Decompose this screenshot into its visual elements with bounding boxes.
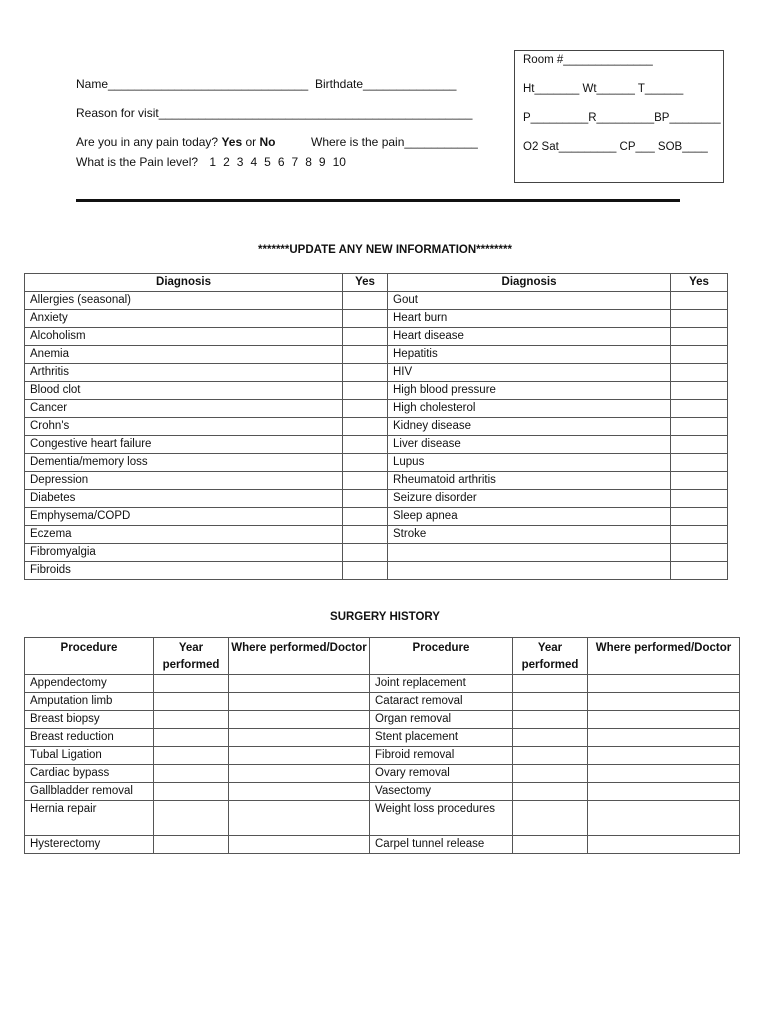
where-performed-cell[interactable] <box>229 836 370 854</box>
pain-level-option[interactable]: 6 <box>277 155 285 169</box>
procedure-name: Cataract removal <box>370 693 513 711</box>
where-performed-cell[interactable] <box>588 765 740 783</box>
year-performed-cell[interactable] <box>513 836 588 854</box>
diagnosis-name: Depression <box>25 472 343 490</box>
where-performed-cell[interactable] <box>229 783 370 801</box>
where-performed-cell[interactable] <box>588 675 740 693</box>
year-performed-cell[interactable] <box>154 729 229 747</box>
pain-level-option[interactable]: 1 <box>209 155 217 169</box>
diagnosis-yes-cell[interactable] <box>343 544 388 562</box>
update-info-title: *******UPDATE ANY NEW INFORMATION******** <box>258 244 512 256</box>
diagnosis-name: Fibromyalgia <box>25 544 343 562</box>
pulse-resp-bp-field[interactable]: P_________R_________BP________ <box>523 112 721 124</box>
diagnosis-name: Allergies (seasonal) <box>25 292 343 310</box>
diagnosis-yes-cell[interactable] <box>671 364 728 382</box>
pain-level-option[interactable]: 4 <box>250 155 258 169</box>
pain-level-option[interactable]: 9 <box>318 155 326 169</box>
procedure-name: Hernia repair <box>25 801 154 836</box>
diagnosis-row <box>25 328 728 346</box>
where-performed-cell[interactable] <box>229 693 370 711</box>
where-performed-cell[interactable] <box>588 783 740 801</box>
diagnosis-yes-cell[interactable] <box>671 508 728 526</box>
pain-level-scale <box>201 155 346 169</box>
diagnosis-name: Stroke <box>388 526 671 544</box>
where-performed-cell[interactable] <box>229 765 370 783</box>
diagnosis-name: Anxiety <box>25 310 343 328</box>
diagnosis-yes-cell[interactable] <box>671 472 728 490</box>
diagnosis-yes-cell[interactable] <box>343 418 388 436</box>
procedure-name: Hysterectomy <box>25 836 154 854</box>
where-performed-cell[interactable] <box>229 801 370 836</box>
surgery-row <box>25 693 740 711</box>
vitals-box <box>514 50 724 183</box>
surgery-table <box>24 637 740 854</box>
year-performed-cell[interactable] <box>513 675 588 693</box>
diagnosis-name: Hepatitis <box>388 346 671 364</box>
diagnosis-row <box>25 292 728 310</box>
diagnosis-name: Rheumatoid arthritis <box>388 472 671 490</box>
diagnosis-yes-cell[interactable] <box>671 382 728 400</box>
year-performed-header: Year performed <box>154 638 229 675</box>
where-performed-cell[interactable] <box>588 747 740 765</box>
where-performed-header: Where performed/Doctor <box>588 638 740 675</box>
procedure-name: Gallbladder removal <box>25 783 154 801</box>
pain-level-row <box>76 155 346 169</box>
where-performed-cell[interactable] <box>588 801 740 836</box>
height-weight-temp-field[interactable]: Ht_______ Wt______ T______ <box>523 83 684 95</box>
where-performed-cell[interactable] <box>229 747 370 765</box>
surgery-row <box>25 729 740 747</box>
diagnosis-yes-cell[interactable] <box>343 436 388 454</box>
pain-level-option[interactable]: 5 <box>264 155 271 169</box>
diagnosis-name: Gout <box>388 292 671 310</box>
diagnosis-yes-cell[interactable] <box>343 400 388 418</box>
diagnosis-row <box>25 310 728 328</box>
where-performed-cell[interactable] <box>588 693 740 711</box>
year-performed-cell[interactable] <box>154 675 229 693</box>
diagnosis-name: Kidney disease <box>388 418 671 436</box>
pain-level-option[interactable]: 8 <box>305 155 312 169</box>
procedure-name: Ovary removal <box>370 765 513 783</box>
diagnosis-yes-cell[interactable] <box>343 382 388 400</box>
procedure-name: Carpel tunnel release <box>370 836 513 854</box>
year-performed-cell[interactable] <box>154 693 229 711</box>
pain-level-label: What is the Pain level? <box>76 155 199 169</box>
diagnosis-name: High blood pressure <box>388 382 671 400</box>
procedure-header: Procedure <box>25 638 154 675</box>
pain-question-label: Are you in any pain today? <box>76 135 219 149</box>
year-performed-cell[interactable] <box>513 693 588 711</box>
diagnosis-yes-cell[interactable] <box>343 454 388 472</box>
diagnosis-yes-cell[interactable] <box>343 472 388 490</box>
diagnosis-yes-cell[interactable] <box>343 328 388 346</box>
diagnosis-row <box>25 562 728 580</box>
diagnosis-yes-cell[interactable] <box>343 490 388 508</box>
surgery-row <box>25 801 740 836</box>
diagnosis-row <box>25 526 728 544</box>
diagnosis-yes-cell[interactable] <box>671 328 728 346</box>
diagnosis-name: Dementia/memory loss <box>25 454 343 472</box>
diagnosis-yes-cell[interactable] <box>343 292 388 310</box>
diagnosis-yes-cell[interactable] <box>671 490 728 508</box>
procedure-name: Cardiac bypass <box>25 765 154 783</box>
year-performed-cell[interactable] <box>154 836 229 854</box>
surgery-row <box>25 836 740 854</box>
diagnosis-name: Fibroids <box>25 562 343 580</box>
diagnosis-name: Cancer <box>25 400 343 418</box>
diagnosis-header: Diagnosis <box>25 274 343 292</box>
year-performed-cell[interactable] <box>513 747 588 765</box>
procedure-name: Joint replacement <box>370 675 513 693</box>
diagnosis-header: Diagnosis <box>388 274 671 292</box>
pain-no-option[interactable]: No <box>259 135 276 149</box>
procedure-name: Appendectomy <box>25 675 154 693</box>
diagnosis-yes-cell[interactable] <box>343 562 388 580</box>
procedure-name: Stent placement <box>370 729 513 747</box>
diagnosis-name <box>388 544 671 562</box>
procedure-name: Breast biopsy <box>25 711 154 729</box>
diagnosis-row <box>25 508 728 526</box>
procedure-name: Vasectomy <box>370 783 513 801</box>
pain-or-text: or <box>245 135 257 149</box>
diagnosis-yes-cell[interactable] <box>671 562 728 580</box>
diagnosis-yes-cell[interactable] <box>671 454 728 472</box>
surgery-row <box>25 747 740 765</box>
diagnosis-name: High cholesterol <box>388 400 671 418</box>
diagnosis-name: Heart disease <box>388 328 671 346</box>
procedure-name: Organ removal <box>370 711 513 729</box>
year-performed-cell[interactable] <box>513 783 588 801</box>
procedure-name: Amputation limb <box>25 693 154 711</box>
pain-location-field[interactable]: Where is the pain___________ <box>311 135 478 149</box>
diagnosis-name: Arthritis <box>25 364 343 382</box>
year-performed-cell[interactable] <box>154 801 229 836</box>
diagnosis-row <box>25 400 728 418</box>
diagnosis-name: Anemia <box>25 346 343 364</box>
room-field[interactable]: Room #______________ <box>523 54 653 66</box>
birthdate-field[interactable]: Birthdate______________ <box>315 77 457 91</box>
diagnosis-yes-cell[interactable] <box>343 364 388 382</box>
diagnosis-row <box>25 364 728 382</box>
year-performed-cell[interactable] <box>513 711 588 729</box>
diagnosis-yes-cell[interactable] <box>671 436 728 454</box>
year-performed-cell[interactable] <box>154 711 229 729</box>
diagnosis-name: Emphysema/COPD <box>25 508 343 526</box>
diagnosis-name: Congestive heart failure <box>25 436 343 454</box>
diagnosis-name: Seizure disorder <box>388 490 671 508</box>
where-performed-cell[interactable] <box>588 711 740 729</box>
year-performed-cell[interactable] <box>513 801 588 836</box>
surgery-row <box>25 783 740 801</box>
pain-level-option[interactable]: 3 <box>236 155 244 169</box>
where-performed-cell[interactable] <box>588 729 740 747</box>
diagnosis-row <box>25 418 728 436</box>
pain-yes-option[interactable]: Yes <box>221 135 243 149</box>
diagnosis-yes-cell[interactable] <box>671 292 728 310</box>
diagnosis-table <box>24 273 728 580</box>
yes-header: Yes <box>343 274 388 292</box>
pain-level-option[interactable]: 7 <box>291 155 299 169</box>
diagnosis-yes-cell[interactable] <box>343 526 388 544</box>
year-performed-cell[interactable] <box>154 783 229 801</box>
diagnosis-row <box>25 454 728 472</box>
year-performed-header: Year performed <box>513 638 588 675</box>
where-performed-cell[interactable] <box>229 711 370 729</box>
pain-level-option[interactable]: 10 <box>332 155 346 169</box>
year-performed-cell[interactable] <box>513 765 588 783</box>
procedure-name: Breast reduction <box>25 729 154 747</box>
diagnosis-name: Blood clot <box>25 382 343 400</box>
diagnosis-yes-cell[interactable] <box>671 544 728 562</box>
diagnosis-yes-cell[interactable] <box>343 346 388 364</box>
diagnosis-yes-cell[interactable] <box>671 418 728 436</box>
procedure-header: Procedure <box>370 638 513 675</box>
diagnosis-yes-cell[interactable] <box>671 400 728 418</box>
diagnosis-row <box>25 544 728 562</box>
surgery-row <box>25 675 740 693</box>
diagnosis-name: Heart burn <box>388 310 671 328</box>
procedure-name: Weight loss procedures <box>370 801 513 836</box>
diagnosis-yes-cell[interactable] <box>343 310 388 328</box>
yes-header: Yes <box>671 274 728 292</box>
where-performed-header: Where performed/Doctor <box>229 638 370 675</box>
pain-level-option[interactable]: 2 <box>223 155 230 169</box>
diagnosis-yes-cell[interactable] <box>671 310 728 328</box>
procedure-name: Tubal Ligation <box>25 747 154 765</box>
o2-cp-sob-field[interactable]: O2 Sat_________ CP___ SOB____ <box>523 141 708 153</box>
diagnosis-name: Lupus <box>388 454 671 472</box>
diagnosis-row <box>25 346 728 364</box>
reason-for-visit-field[interactable]: Reason for visit_______________________________________________ <box>76 106 473 120</box>
diagnosis-yes-cell[interactable] <box>343 508 388 526</box>
procedure-name: Fibroid removal <box>370 747 513 765</box>
diagnosis-name <box>388 562 671 580</box>
where-performed-cell[interactable] <box>588 836 740 854</box>
diagnosis-name: HIV <box>388 364 671 382</box>
diagnosis-row <box>25 472 728 490</box>
diagnosis-row <box>25 436 728 454</box>
diagnosis-row <box>25 490 728 508</box>
header-divider <box>76 199 680 202</box>
diagnosis-name: Liver disease <box>388 436 671 454</box>
pain-question <box>76 135 276 149</box>
where-performed-cell[interactable] <box>229 729 370 747</box>
where-performed-cell[interactable] <box>229 675 370 693</box>
surgery-row <box>25 711 740 729</box>
diagnosis-name: Diabetes <box>25 490 343 508</box>
diagnosis-name: Crohn's <box>25 418 343 436</box>
surgery-row <box>25 765 740 783</box>
diagnosis-name: Eczema <box>25 526 343 544</box>
surgery-history-title: SURGERY HISTORY <box>330 611 440 623</box>
diagnosis-yes-cell[interactable] <box>671 526 728 544</box>
diagnosis-yes-cell[interactable] <box>671 346 728 364</box>
diagnosis-row <box>25 382 728 400</box>
diagnosis-name: Sleep apnea <box>388 508 671 526</box>
year-performed-cell[interactable] <box>154 765 229 783</box>
diagnosis-name: Alcoholism <box>25 328 343 346</box>
year-performed-cell[interactable] <box>513 729 588 747</box>
name-field[interactable]: Name______________________________ <box>76 77 309 91</box>
year-performed-cell[interactable] <box>154 747 229 765</box>
